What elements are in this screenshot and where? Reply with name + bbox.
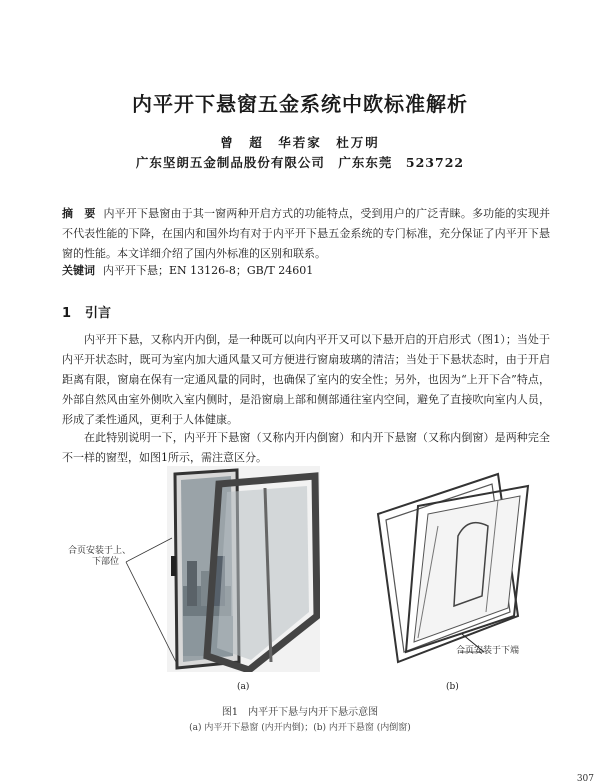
section-number: 1 — [62, 306, 72, 321]
page-number: 307 — [576, 774, 594, 784]
keywords — [62, 262, 550, 280]
keywords-text: 内平开下悬；EN 13126-8；GB/T 24601 — [103, 264, 314, 277]
subfigure-b-label: (b) — [446, 682, 459, 692]
callout-a-line2: 下部位 — [92, 557, 120, 567]
callout-a-line1: 合页安装于上、 — [68, 546, 132, 556]
paper-title: 内平开下悬窗五金系统中欧标准解析 — [132, 92, 468, 116]
figure-subcaption: (a) 内平开下悬窗 (内开内倒)；(b) 内开下悬窗 (内倒窗) — [189, 723, 411, 733]
authors: 曾 超 华若家 杜万明 — [220, 135, 380, 150]
keywords-label: 关键词 — [62, 264, 95, 277]
figure-1 — [60, 466, 550, 696]
paragraph-1: 内平开下悬，又称内开内倒，是一种既可以向内平开又可以下悬开启的开启形式（图1）；当处于内平开状态时，既可为室内加大通风量又可方便进行窗扇玻璃的清洁；当处于下悬状态时，由于开启距离有限，窗扇在保有一定通风量的同时，也确保了室内的安全性；另外，也因为“上开下合”特点，外部自然风由室外侧吹入室内侧时，是沿窗扇上部和侧部通往室内空间，避免了直接吹向室内人员，形成了柔性通风，更利于人体健康。 — [62, 333, 550, 426]
section-title: 引言 — [85, 306, 112, 321]
abstract-label: 摘 要 — [62, 207, 96, 220]
callout-hinge-bottom: 合页安装于下端 — [456, 646, 520, 656]
figure-caption: 图1 内平开下悬与内开下悬示意图 — [221, 707, 379, 718]
affiliation: 广东坚朗五金制品股份有限公司 广东东莞 523722 — [135, 155, 465, 170]
section-heading — [62, 302, 111, 321]
callout-hinge-top-bottom — [68, 546, 131, 568]
subfigure-a-label: (a) — [237, 682, 250, 692]
paragraph-2: 在此特别说明一下，内平开下悬窗（又称内开内倒窗）和内开下悬窗（又称内倒窗）是两种完全不一样的窗型，如图1所示，需注意区分。 — [62, 431, 550, 464]
abstract — [62, 204, 550, 264]
abstract-text: 内平开下悬窗由于其一窗两种开启方式的功能特点，受到用户的广泛青睐。多功能的实现并不代表性能的下降，在国内和国外均有对于内平开下悬五金系统的专门标准，充分保证了内平开下悬窗的性能。本文详细介绍了国内外标准的区别和联系。 — [62, 207, 550, 260]
